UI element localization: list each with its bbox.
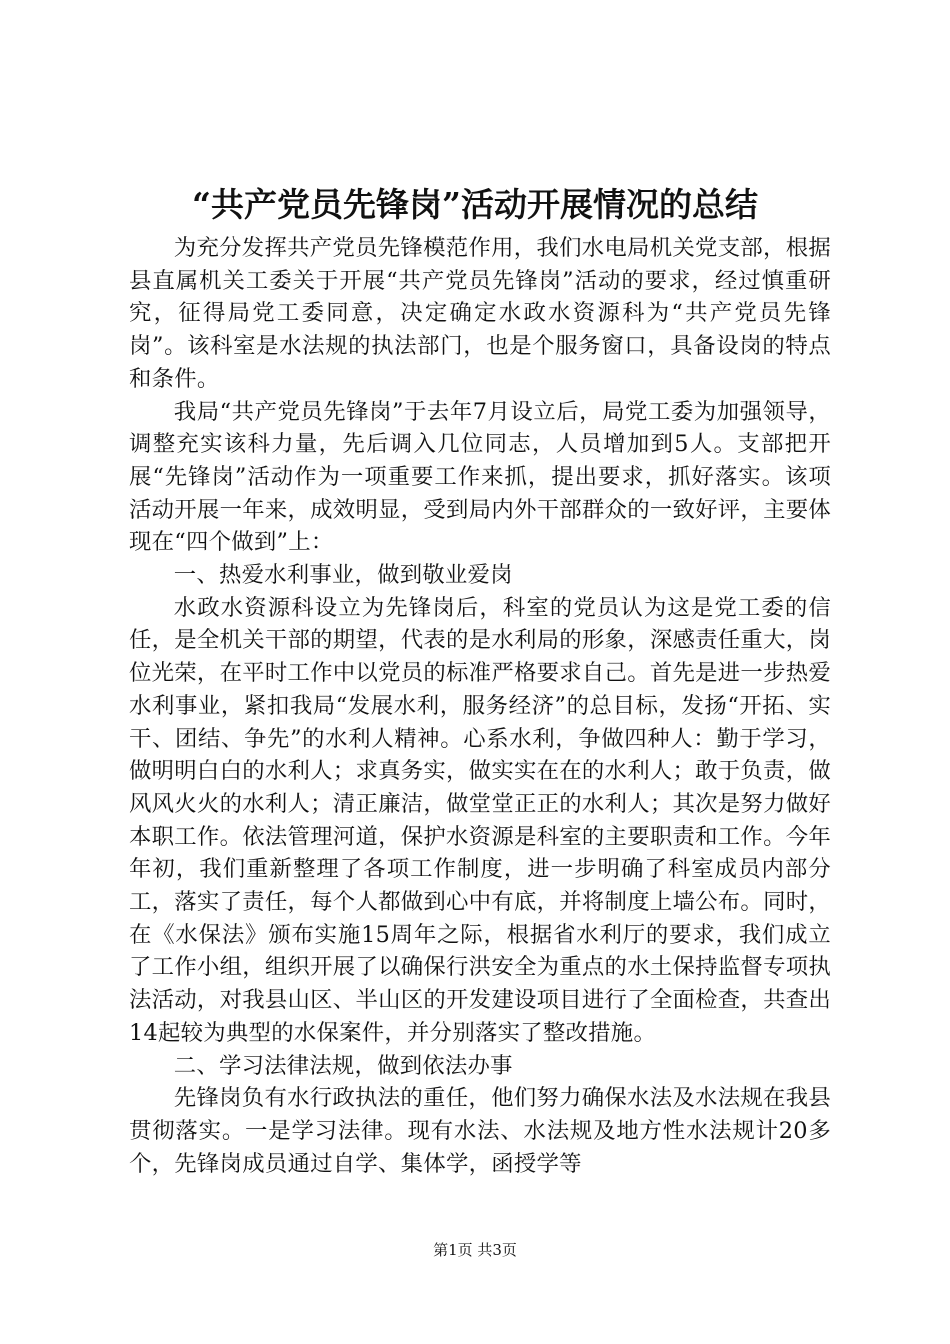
section-heading-1: 一、热爱水利事业，做到敬业爱岗 [173, 562, 513, 589]
paragraph-section-2: 先锋岗负有水行政执法的重任，他们努力确保水法及水法规在我县贯彻落实。一是学习法律。现有水法、水法规及地方性水法规计20多个，先锋岗成员通过自学、集体学，函授学等 [129, 1085, 831, 1177]
paragraph-intro: 为充分发挥共产党员先锋模范作用，我们水电局机关党支部，根据县直属机关工委关于开展“共产党员先锋岗”活动的要求，经过慎重研究，征得局党工委同意，决定确定水政水资源科为“共产党员先锋岗”。该科室是水法规的执法部门，也是个服务窗口，具备设岗的特点和条件。 [129, 235, 831, 392]
document-body [129, 232, 831, 1180]
page-footer: 第1页 共3页 [433, 1241, 517, 1259]
paragraph-establishment: 我局“共产党员先锋岗”于去年7月设立后，局党工委为加强领导，调整充实该科力量，先后调入几位同志，人员增加到5人。支部把开展“先锋岗”活动作为一项重要工作来抓，提出要求，抓好落实。该项活动开展一年来，成效明显，受到局内外干部群众的一致好评，主要体现在“四个做到”上： [129, 398, 831, 556]
document-title: “共产党员先锋岗”活动开展情况的总结 [192, 185, 758, 224]
paragraph-section-1: 水政水资源科设立为先锋岗后，科室的党员认为这是党工委的信任，是全机关干部的期望，代表的是水利局的形象，深感责任重大，岗位光荣，在平时工作中以党员的标准严格要求自己。首先是进一步热爱水利事业，紧扣我局“发展水利，服务经济”的总目标，发扬“开拓、实干、团结、争先”的水利人精神。心系水利，争做四种人：勤于学习，做明明白白的水利人；求真务实，做实实在在的水利人；敢于负责，做风风火火的水利人；清正廉洁，做堂堂正正的水利人；其次是努力做好本职工作。依法管理河道，保护水资源是科室的主要职责和工作。今年年初，我们重新整理了各项工作制度，进一步明确了科室成员内部分工，落实了责任，每个人都做到心中有底，并将制度上墙公布。同时，在《水保法》颁布实施15周年之际，根据省水利厅的要求，我们成立了工作小组，组织开展了以确保行洪安全为重点的水土保持监督专项执法活动，对我县山区、半山区的开发建设项目进行了全面检查，共查出14起较为典型的水保案件，并分别落实了整改措施。 [129, 594, 831, 1046]
section-heading-2: 二、学习法律法规，做到依法办事 [173, 1052, 513, 1079]
